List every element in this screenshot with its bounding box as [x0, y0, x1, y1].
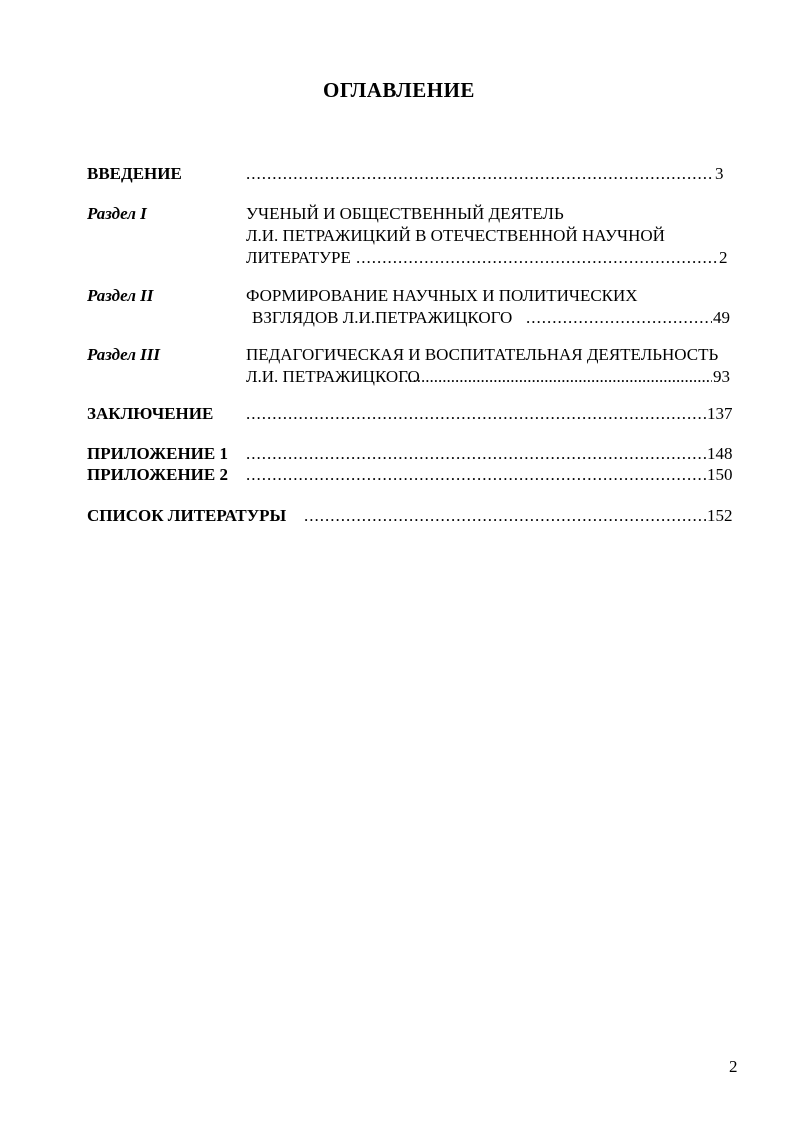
toc-leader [304, 505, 706, 527]
toc-leader [356, 247, 718, 269]
toc-label: ЗАКЛЮЧЕНИЕ [87, 404, 214, 423]
toc-page-number: 3 [715, 164, 724, 183]
page-title: ОГЛАВЛЕНИЕ [323, 78, 475, 102]
toc-leader [246, 163, 713, 185]
toc-label: ПРИЛОЖЕНИЕ 1 [87, 444, 228, 463]
toc-leader [246, 443, 706, 465]
toc-page-number: 49 [713, 308, 730, 327]
toc-leader [404, 366, 712, 388]
toc-text-line: Л.И. ПЕТРАЖИЦКИЙ В ОТЕЧЕСТВЕННОЙ НАУЧНОЙ [246, 226, 665, 245]
toc-label: ВВЕДЕНИЕ [87, 164, 182, 183]
toc-text-line: ПЕДАГОГИЧЕСКАЯ И ВОСПИТАТЕЛЬНАЯ ДЕЯТЕЛЬНОСТЬ [246, 345, 719, 364]
toc-label: Раздел III [87, 345, 161, 364]
toc-text-line: ФОРМИРОВАНИЕ НАУЧНЫХ И ПОЛИТИЧЕСКИХ [246, 286, 638, 305]
toc-label: СПИСОК ЛИТЕРАТУРЫ [87, 506, 287, 525]
toc-page-number: 93 [713, 367, 730, 386]
page-number: 2 [729, 1057, 738, 1076]
toc-label: Раздел II [87, 286, 154, 305]
toc-text-line: ВЗГЛЯДОВ Л.И.ПЕТРАЖИЦКОГО [252, 308, 513, 327]
toc-page-number: 2 [719, 248, 728, 267]
toc-leader [246, 403, 706, 425]
toc-text-line: Л.И. ПЕТРАЖИЦКОГО [246, 367, 420, 386]
toc-label: ПРИЛОЖЕНИЕ 2 [87, 465, 228, 484]
toc-page-number: 152 [707, 506, 733, 525]
toc-leader [526, 307, 712, 329]
toc-label: Раздел I [87, 204, 147, 223]
toc-text-line: ЛИТЕРАТУРЕ [246, 248, 351, 267]
toc-page-number: 148 [707, 444, 733, 463]
toc-page-number: 150 [707, 465, 733, 484]
toc-page-number: 137 [707, 404, 733, 423]
toc-leader [246, 464, 706, 486]
toc-text-line: УЧЕНЫЙ И ОБЩЕСТВЕННЫЙ ДЕЯТЕЛЬ [246, 204, 564, 223]
